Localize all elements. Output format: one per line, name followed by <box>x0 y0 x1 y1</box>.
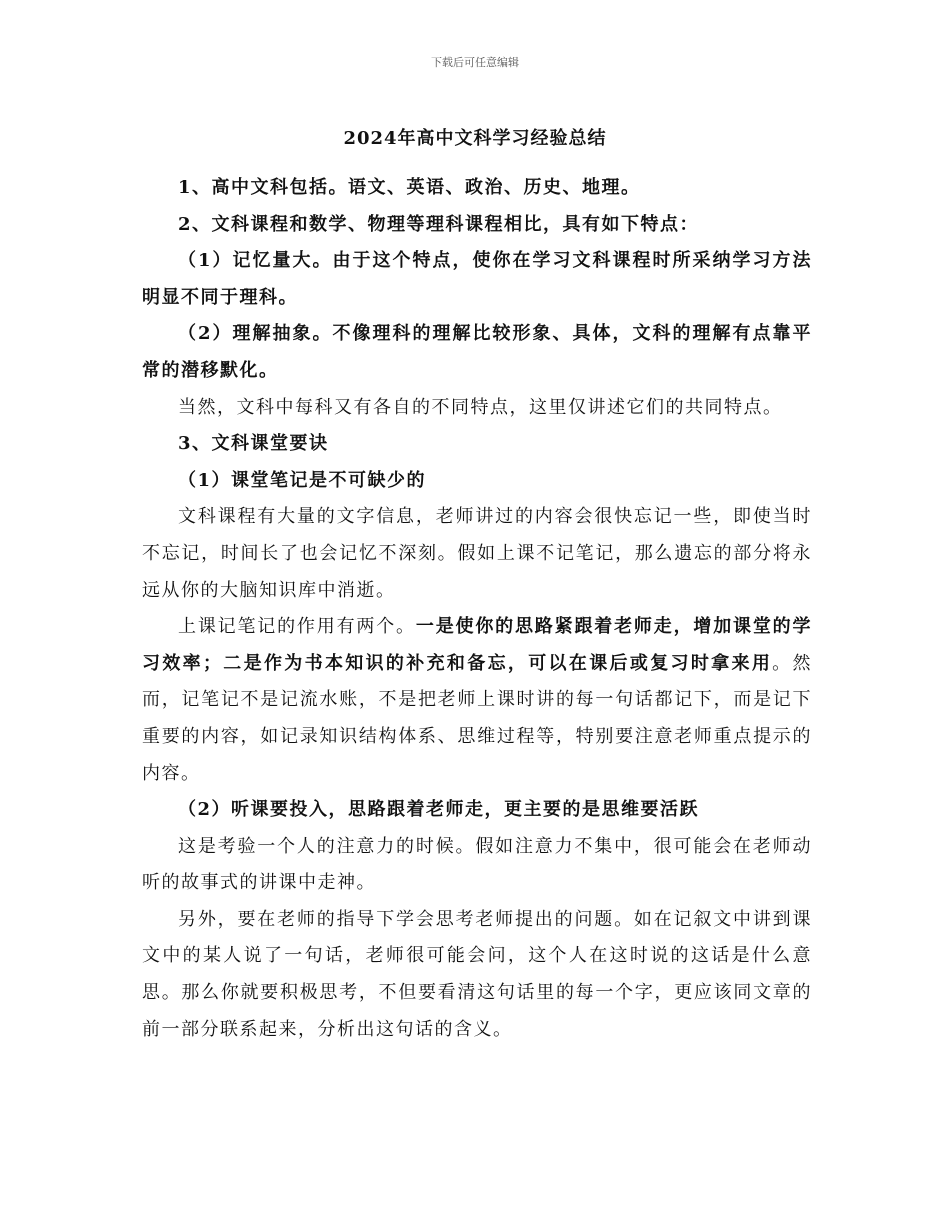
paragraph-features-heading: 2、文科课程和数学、物理等理科课程相比，具有如下特点： <box>178 213 700 235</box>
paragraph-notes-importance: 文科课程有大量的文字信息，老师讲过的内容会很快忘记一些，即使当时不忘记，时间长了也会记忆不深刻。假如上课不记笔记，那么遗忘的部分将永远从你的大脑知识库中消逝。 <box>142 506 812 601</box>
paragraph-subjects: 1、高中文科包括。语文、英语、政治、历史、地理。 <box>178 177 641 198</box>
page-header: 下载后可任意编辑 <box>431 56 519 69</box>
paragraph-common-features: 当然，文科中每科又有各自的不同特点，这里仅讲述它们的共同特点。 <box>178 396 783 418</box>
subheading-notes: （1）课堂笔记是不可缺少的 <box>178 469 427 491</box>
subheading-listening: （2）听课要投入，思路跟着老师走，更主要的是思维要活跃 <box>178 799 700 821</box>
document-title: 2024年高中文科学习经验总结 <box>343 128 607 149</box>
paragraph-feature-abstract: （2）理解抽象。不像理科的理解比较形象、具体，文科的理解有点靠平常的潜移默化。 <box>142 323 812 381</box>
paragraph-attention: 这是考验一个人的注意力的时候。假如注意力不集中，很可能会在老师动听的故事式的讲课中走神。 <box>142 835 812 894</box>
notes-purpose-rest: 。然而，记笔记不是记流水账，不是把老师上课时讲的每一句话都记下，而是记下重要的内容，如记录知识结构体系、思维过程等，特别要注意老师重点提示的内容。 <box>142 652 812 784</box>
paragraph-thinking: 另外，要在老师的指导下学会思考老师提出的问题。如在记叙文中讲到课文中的某人说了一句话，老师很可能会问，这个人在这时说的这话是什么意思。那么你就要积极思考，不但要看清这句话里的每一个字，更应该同文章的前一部分联系起来，分析出这句话的含义。 <box>142 908 812 1040</box>
document-body <box>142 170 812 1048</box>
notes-purpose-intro: 上课记笔记的作用有两个。 <box>178 616 416 638</box>
notes-purpose-bold: 一是使你的思路紧跟着老师走，增加课堂的学习效率；二是作为书本知识的补充和备忘，可以在课后或复习时拿来用 <box>142 616 813 674</box>
section-heading-classroom: 3、文科课堂要诀 <box>178 433 329 455</box>
paragraph-feature-memory: （1）记忆量大。由于这个特点，使你在学习文科课程时所采纳学习方法明显不同于理科。 <box>142 250 812 308</box>
paragraph-notes-purpose <box>142 609 812 792</box>
